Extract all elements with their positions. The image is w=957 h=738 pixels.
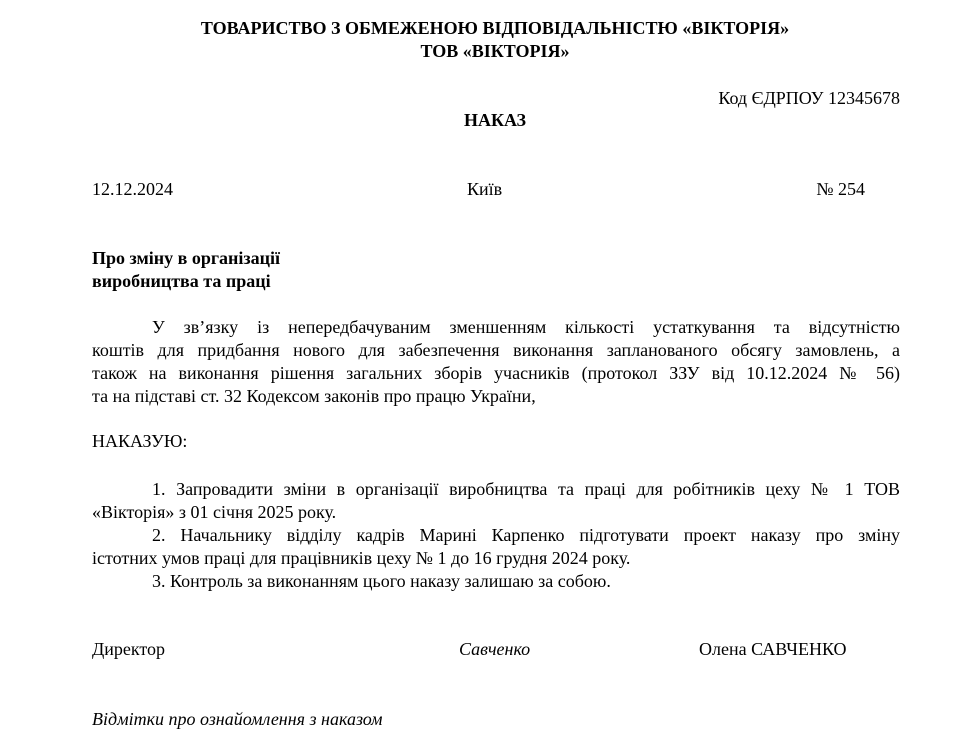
preamble-line: також на виконання рішення загальних зборів учасників (протокол ЗЗУ від 10.12.2024 № 56): [92, 363, 900, 383]
document-date: 12.12.2024: [92, 179, 173, 199]
item-1-line-1: 1. Запровадити зміни в організації виробництва та праці для робітників цеху № 1 ТОВ: [152, 479, 900, 499]
subject-line-1: Про зміну в організації: [92, 248, 281, 268]
preamble-line: коштів для придбання нового для забезпечення виконання запланованого обсягу замовлень, а: [92, 340, 900, 360]
item-3: 3. Контроль за виконанням цього наказу залишаю за собою.: [152, 571, 611, 591]
acknowledgement-note: Відмітки про ознайомлення з наказом: [92, 709, 383, 729]
signature-handwritten: Савченко: [459, 639, 531, 659]
edrpou-code: Код ЄДРПОУ 12345678: [718, 88, 900, 108]
item-2-line-1: 2. Начальнику відділу кадрів Марині Карпенко підготувати проект наказу про зміну: [152, 525, 900, 545]
order-word: НАКАЗУЮ:: [92, 431, 188, 451]
document-city: Київ: [467, 179, 503, 199]
preamble-line: У зв’язку із непередбачуваним зменшенням кількості устаткування та відсутністю: [152, 317, 900, 337]
signature-name: Олена САВЧЕНКО: [699, 639, 847, 659]
signature-position: Директор: [92, 639, 166, 659]
document-title: НАКАЗ: [463, 110, 527, 130]
company-full-name: ТОВАРИСТВО З ОБМЕЖЕНОЮ ВІДПОВІДАЛЬНІСТЮ «ВІКТОРІЯ»: [200, 18, 790, 38]
preamble-line: та на підставі ст. 32 Кодексом законів про працю України,: [92, 386, 536, 406]
company-short-name: ТОВ «ВІКТОРІЯ»: [420, 41, 570, 61]
preamble-paragraph: [92, 316, 900, 408]
item-2-line-2: істотних умов праці для працівників цеху № 1 до 16 грудня 2024 року.: [92, 548, 631, 568]
document-number: № 254: [816, 179, 865, 199]
item-1-line-2: «Вікторія» з 01 січня 2025 року.: [92, 502, 337, 522]
subject-line-2: виробництва та праці: [92, 271, 271, 291]
order-items: [92, 478, 900, 593]
